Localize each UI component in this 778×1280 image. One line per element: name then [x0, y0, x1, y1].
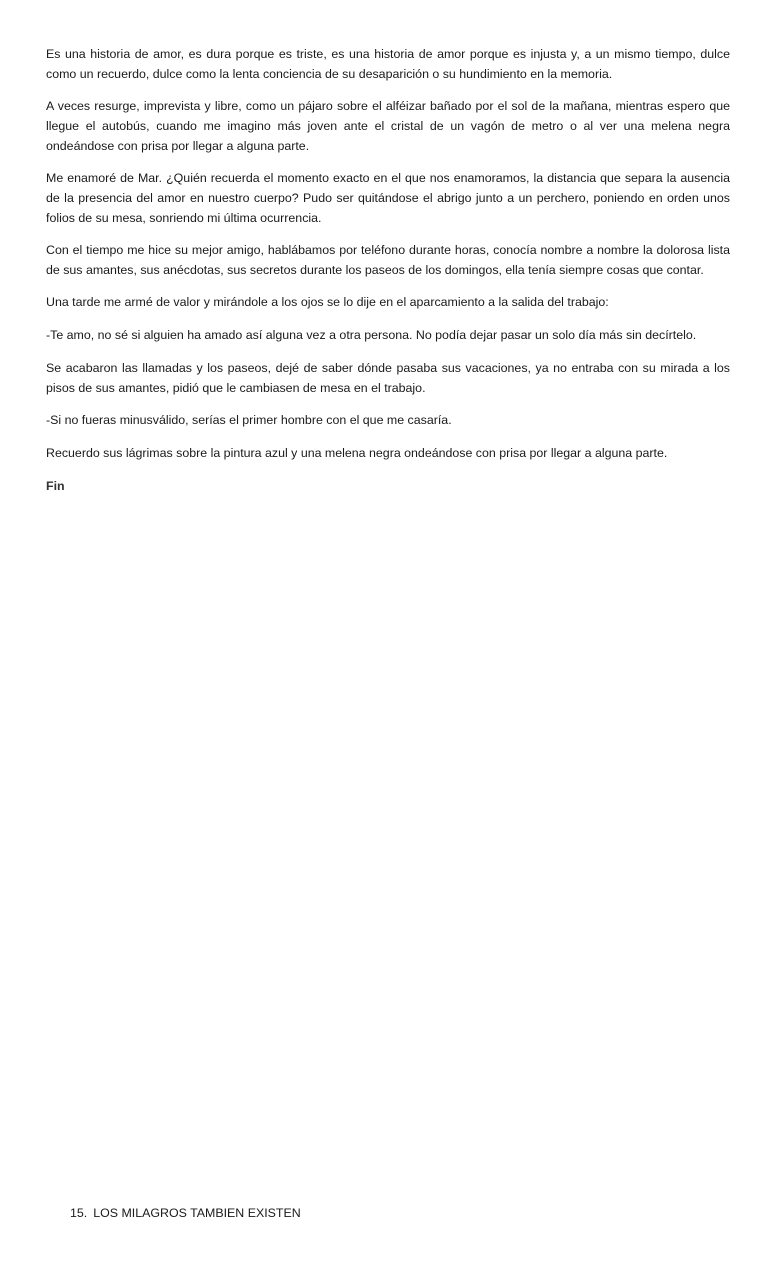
end-mark: Fin [46, 479, 65, 493]
page-footer [70, 1203, 301, 1223]
paragraph-3: Me enamoré de Mar. ¿Quién recuerda el momento exacto en el que nos enamoramos, la distancia que separa la ausencia de la presencia del amor en nuestro cuerpo? Pudo ser quitándose el abrigo junto a un perchero, poniendo en orden unos folios de su mesa, sonriendo mi última ocurrencia. [46, 171, 730, 225]
document-body [46, 44, 730, 496]
footer-title: LOS MILAGROS TAMBIEN EXISTEN [93, 1206, 301, 1220]
footer-number: 15. [70, 1206, 88, 1220]
paragraph-7: Se acabaron las llamadas y los paseos, dejé de saber dónde pasaba sus vacaciones, ya no entraba con su mirada a los pisos de sus amantes, pidió que le cambiasen de mesa en el trabajo. [46, 361, 730, 395]
paragraph-5: Una tarde me armé de valor y mirándole a los ojos se lo dije en el aparcamiento a la salida del trabajo: [46, 295, 609, 309]
paragraph-9: Recuerdo sus lágrimas sobre la pintura azul y una melena negra ondeándose con prisa por llegar a alguna parte. [46, 446, 668, 460]
paragraph-1: Es una historia de amor, es dura porque es triste, es una historia de amor porque es injusta y, a un mismo tiempo, dulce como un recuerdo, dulce como la lenta conciencia de su desaparición o su hundimiento en la memoria. [46, 47, 730, 81]
paragraph-8: -Si no fueras minusválido, serías el primer hombre con el que me casaría. [46, 413, 452, 427]
paragraph-4: Con el tiempo me hice su mejor amigo, hablábamos por teléfono durante horas, conocía nombre a nombre la dolorosa lista de sus amantes, sus anécdotas, sus secretos durante los paseos de los domingos, ella tenía siempre cosas que contar. [46, 243, 730, 277]
paragraph-6: -Te amo, no sé si alguien ha amado así alguna vez a otra persona. No podía dejar pasar un solo día más sin decírtelo. [46, 328, 697, 342]
paragraph-2: A veces resurge, imprevista y libre, como un pájaro sobre el alféizar bañado por el sol de la mañana, mientras espero que llegue el autobús, cuando me imagino más joven ante el cristal de un vagón de metro o al ver una melena negra ondeándose con prisa por llegar a alguna parte. [46, 99, 730, 153]
